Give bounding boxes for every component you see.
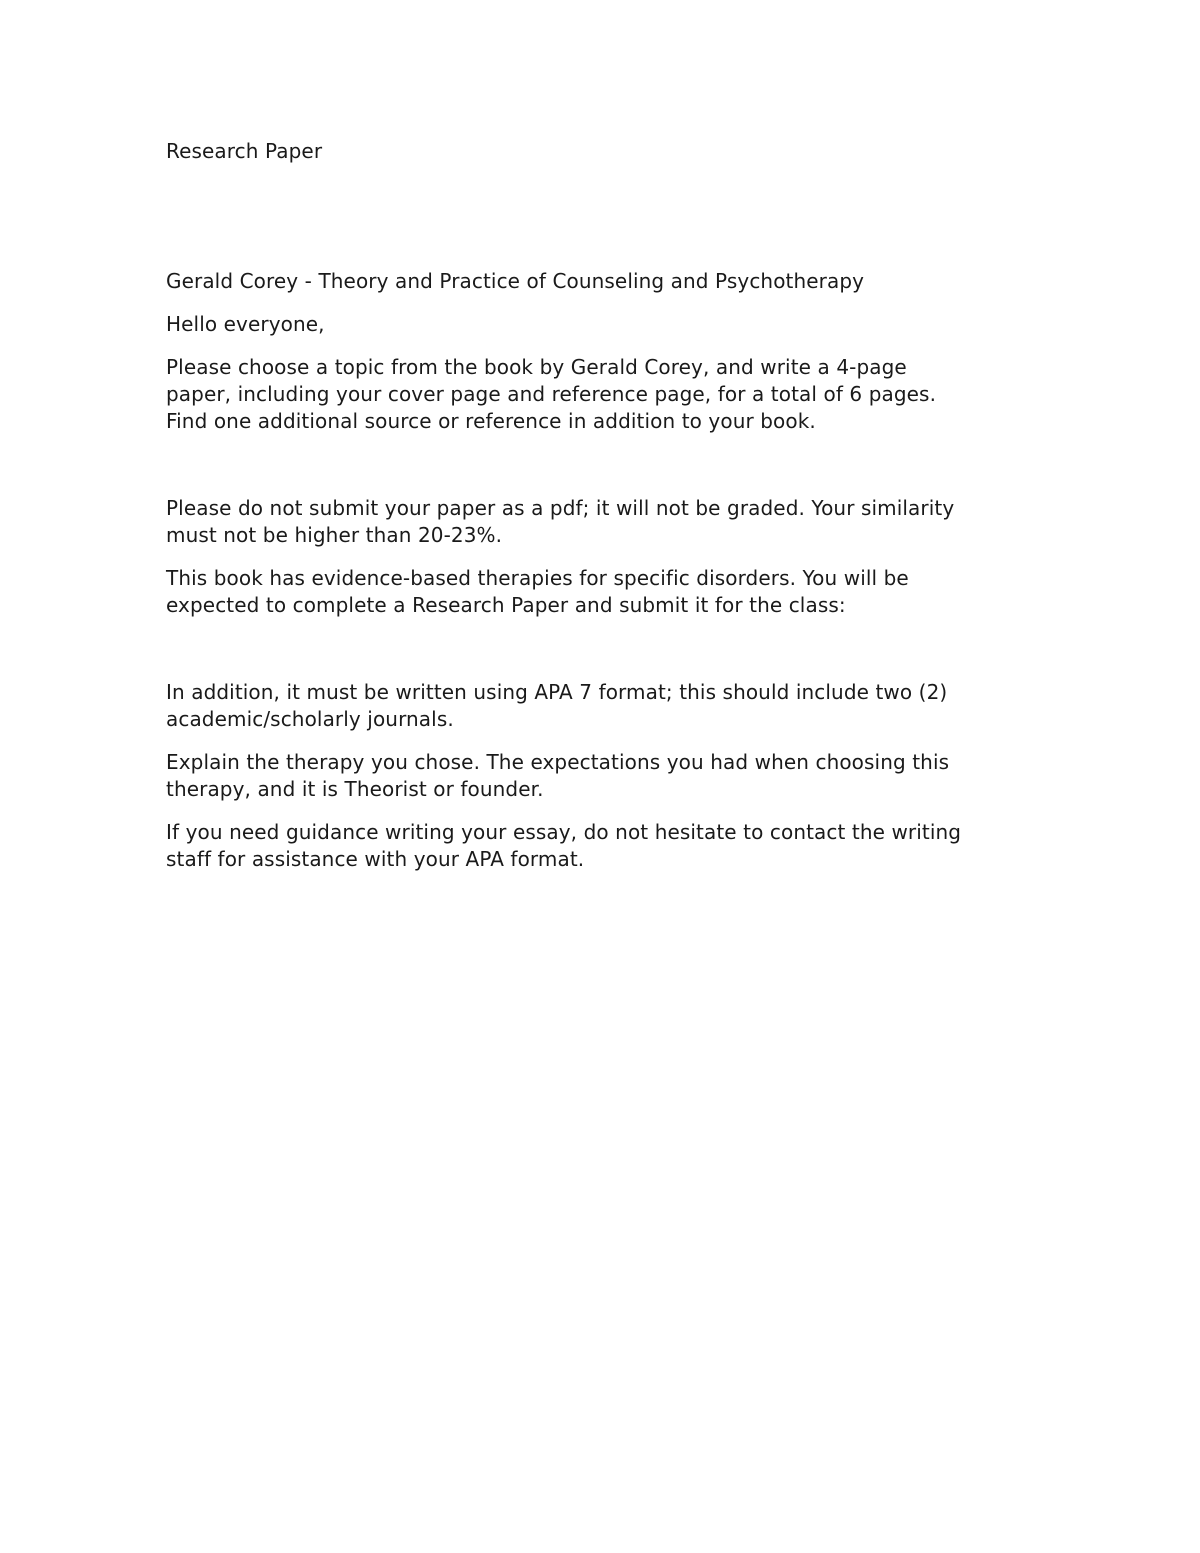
paragraph-therapy-explanation: Explain the therapy you chose. The expectations you had when choosing this therapy, and it is Theorist or founder.: [166, 750, 950, 801]
document-title: Research Paper: [166, 139, 323, 163]
document-body: [166, 138, 1046, 873]
paragraph-book-description: This book has evidence-based therapies for specific disorders. You will be expected to complete a Research Paper and submit it for the class:: [166, 566, 909, 617]
book-reference-line: Gerald Corey - Theory and Practice of Counseling and Psychotherapy: [166, 269, 865, 293]
greeting-line: Hello everyone,: [166, 312, 325, 336]
paragraph-submission-rules: Please do not submit your paper as a pdf; it will not be graded. Your similarity must not be higher than 20-23%.: [166, 496, 955, 547]
paragraph-apa-format: In addition, it must be written using APA 7 format; this should include two (2) academic/scholarly journals.: [166, 680, 948, 731]
paragraph-guidance: If you need guidance writing your essay, do not hesitate to contact the writing staff for assistance with your APA format.: [166, 820, 962, 871]
paragraph-assignment: Please choose a topic from the book by Gerald Corey, and write a 4-page paper, including your cover page and reference page, for a total of 6 pages. Find one additional source or reference in addition to your book.: [166, 355, 937, 433]
